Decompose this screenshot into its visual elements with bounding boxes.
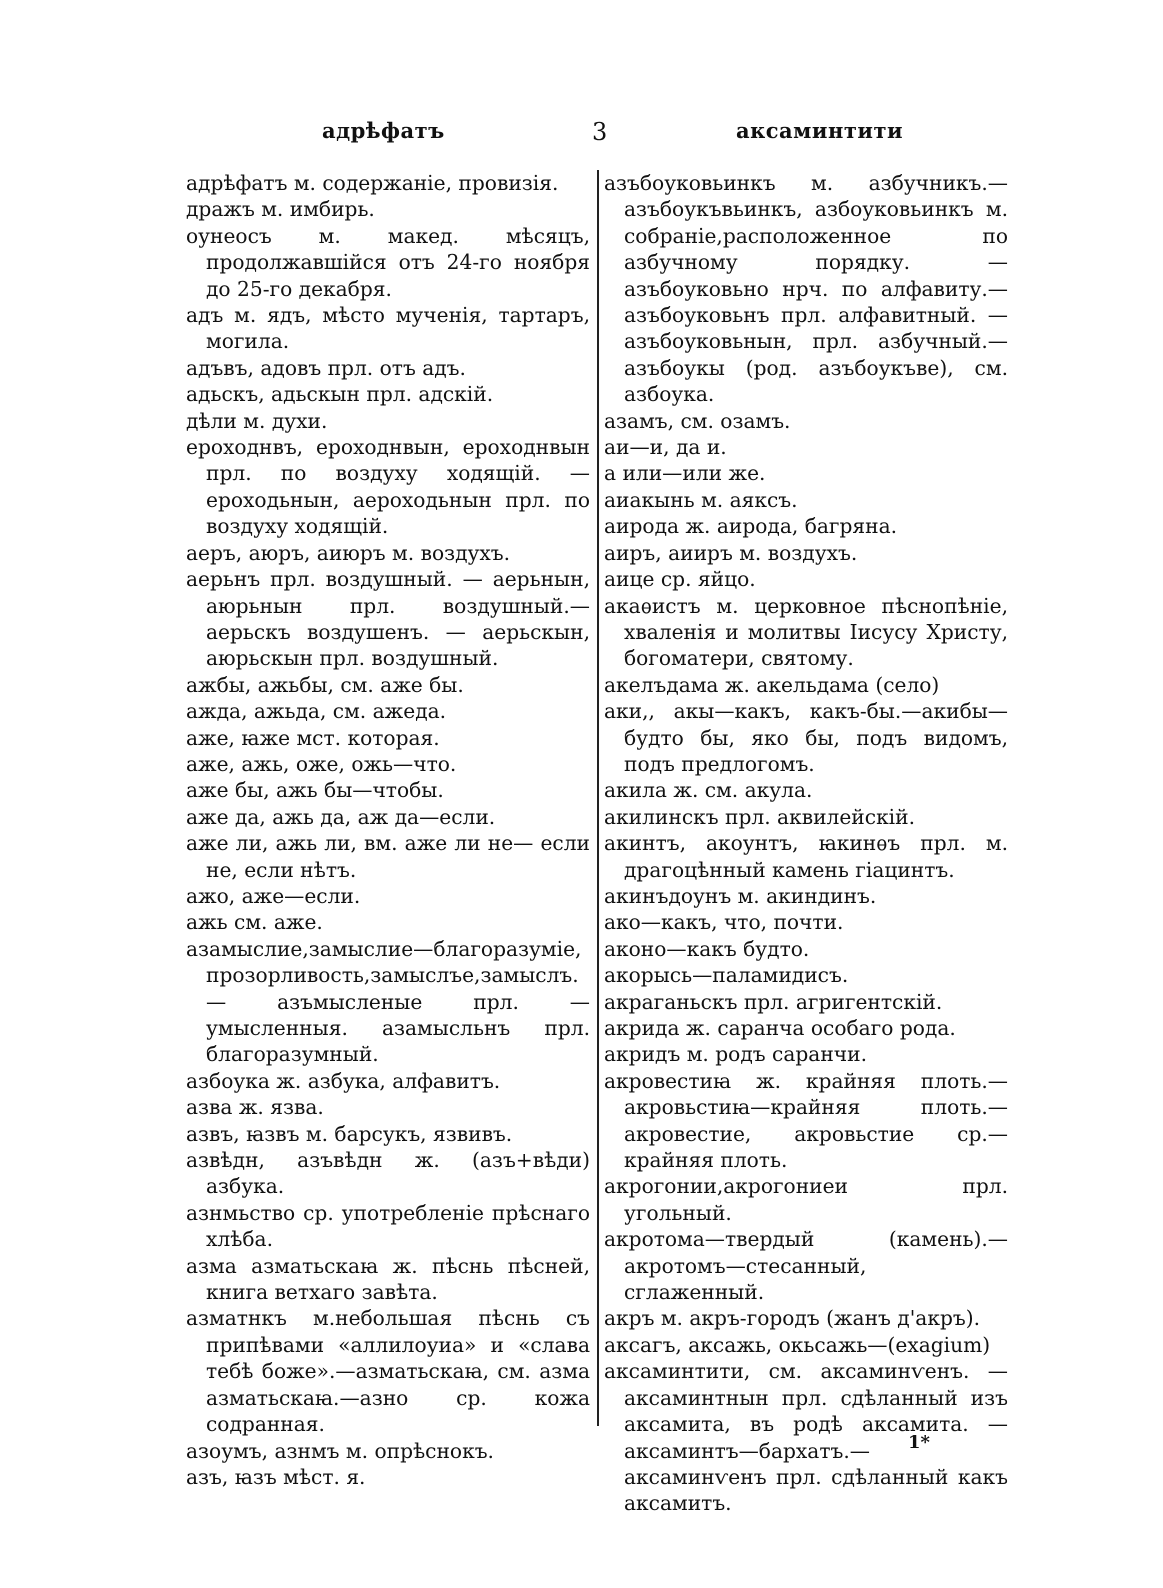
dictionary-entry: акровестиꙗ ж. крайняя плоть.—акровьстиꙗ—крайняя плоть.—акровестие, акровьстие ср.—крайняя плоть.	[604, 1068, 1008, 1173]
dictionary-entry: ажь см. аже.	[186, 910, 323, 935]
dictionary-entry: акридъ м. родъ саранчи.	[604, 1042, 867, 1067]
dictionary-entry: ероходнвъ, ероходнвын, ероходнвын прл. по воздуху ходящій. — ероходьнын, аероходьнын прл. по воздуху ходящій.	[186, 435, 590, 539]
dictionary-entry: акаѳистъ м. церковное пѣснопѣніе, хваленія и молитвы Іисусу Христу, богоматери, святому.	[604, 593, 1008, 671]
dictionary-entry: аиръ, аииръ м. воздухъ.	[604, 540, 858, 565]
dictionary-entry: аже, ажь, оже, ожь—что.	[186, 751, 457, 776]
page-number: 3	[592, 118, 608, 146]
dictionary-entry: ажда, ажьда, см. ажеда.	[186, 699, 447, 724]
dictionary-entry: азвѣдн, азъвѣдн ж. (азъ+вѣди) азбука.	[186, 1148, 590, 1199]
dictionary-entry: азамъ, см. озамъ.	[604, 408, 791, 433]
right-column	[604, 170, 1008, 1517]
dictionary-entry: акрогонии,акрогониеи прл. угольный.	[604, 1174, 1008, 1225]
dictionary-entry: аже, ꙗже мст. которая.	[186, 725, 440, 750]
dictionary-entry: азнмьство ср. употребленіе прѣснаго хлѣба.	[186, 1200, 590, 1252]
dictionary-entry: акрида ж. саранча особаго рода.	[604, 1016, 956, 1040]
dictionary-entry: аже ли, ажь ли, вм. аже ли не— если не, если нѣтъ.	[186, 831, 590, 882]
dictionary-entry: азъ, ꙗзъ мѣст. я.	[186, 1464, 366, 1489]
dictionary-entry: адьскъ, адьскын прл. адскій.	[186, 382, 494, 407]
dictionary-entry: аице ср. яйцо.	[604, 567, 756, 592]
dictionary-entry: дражъ м. имбирь.	[186, 197, 375, 222]
dictionary-entry: аксагъ, аксажь, окьсажь—(exagium)	[604, 1332, 991, 1357]
dictionary-entry: аже да, ажь да, аж да—если.	[186, 804, 496, 829]
dictionary-entry: акръ м. акръ-городъ (жанъ д'акръ).	[604, 1306, 981, 1331]
dictionary-entry: аеръ, аюръ, аиюръ м. воздухъ.	[186, 540, 511, 565]
dictionary-entry: дѣли м. духи.	[186, 408, 328, 433]
dictionary-entry: азъбоуковьинкъ м. азбучникъ.—азъбоукъвьинкъ, азбоуковьинкъ м. собраніе,расположенное по азбучному порядку. — азъбоуковьно нрч. по алфавиту.—азъбоуковьнъ прл. алфавитный. — азъбоуковьнын, прл. азбучный.—азъбоукы (род. азъбоукъве), см. азбоукa.	[604, 171, 1008, 407]
dictionary-entry: азбоука ж. азбука, алфавитъ.	[186, 1068, 501, 1093]
dictionary-entry: азвъ, ꙗзвъ м. барсукъ, язвивъ.	[186, 1121, 513, 1146]
dictionary-entry: аиакынь м. аяксъ.	[604, 487, 798, 512]
dictionary-entry: аже бы, ажь бы—чтобы.	[186, 778, 444, 803]
dictionary-entry: акраганьскъ прл. агригентскій.	[604, 989, 943, 1014]
dictionary-entry: акинтъ, акоунтъ, ꙗкинѳъ прл. м. драгоцѣнный камень гіацинтъ.	[604, 831, 1008, 882]
dictionary-entry: акелъдама ж. акельдама (село)	[604, 672, 940, 697]
column-divider	[597, 170, 599, 1426]
dictionary-entry: акила ж. см. акула.	[604, 778, 813, 803]
signature-mark: 1*	[908, 1432, 930, 1453]
dictionary-entry: аи—и, да и.	[604, 435, 727, 460]
page-header	[0, 118, 1163, 154]
dictionary-entry: акилинскъ прл. аквилейскій.	[604, 804, 916, 829]
dictionary-entry: акорысь—паламидисъ.	[604, 963, 849, 988]
dictionary-entry: азва ж. язва.	[186, 1095, 324, 1120]
dictionary-entry: акинъдоунъ м. акиндинъ.	[604, 883, 877, 908]
dictionary-entry: а или—или же.	[604, 461, 766, 486]
dictionary-entry: адъ м. ядъ, мѣсто мученія, тартаръ, могила.	[186, 303, 590, 354]
header-left-guide-word: адрѣфатъ	[322, 118, 445, 143]
dictionary-entry: адъвъ, адовъ прл. отъ адъ.	[186, 355, 466, 380]
dictionary-entry: азма азматьскаꙗ ж. пѣснь пѣсней, книга ветхаго завѣта.	[186, 1253, 590, 1305]
dictionary-entry: аконо—какъ будто.	[604, 936, 810, 961]
dictionary-entry: ажо, аже—если.	[186, 883, 361, 908]
dictionary-entry: акротома—твердый (камень).—акротомъ—стесанный, сглаженный.	[604, 1227, 1008, 1305]
dictionary-entry: адрѣфатъ м. содержаніе, провизія.	[186, 171, 559, 195]
dictionary-entry: азматнкъ м.небольшая пѣснь съ припѣвами «аллилоуиа» и «слава тебѣ боже».—азматьскаꙗ, см. азма азматьскаꙗ.—азно ср. кожа содранная.	[186, 1306, 590, 1437]
dictionary-entry: аксаминтити, см. аксаминѵенъ. —аксаминтнын прл. сдѣланный изъ аксамита, въ родѣ аксамита. — аксаминтъ—бархатъ.— аксаминѵенъ прл. сдѣланный какъ аксамитъ.	[604, 1359, 1008, 1516]
dictionary-entry: аерьнъ прл. воздушный. — аерьнын, аюрьнын прл. воздушный.—аерьскъ воздушенъ. — аерьскын, аюрьскын прл. воздушный.	[186, 567, 590, 671]
left-column	[186, 170, 590, 1490]
dictionary-entry: азоумъ, азнмъ м. опрѣснокъ.	[186, 1438, 494, 1463]
dictionary-entry: аирода ж. аирода, багряна.	[604, 514, 898, 539]
dictionary-entry: ажбы, ажьбы, см. аже бы.	[186, 672, 464, 697]
dictionary-entry: оунеосъ м. макед. мѣсяцъ, продолжавшійся отъ 24-го ноября до 25-го декабря.	[186, 223, 590, 301]
header-right-guide-word: аксаминтити	[736, 118, 904, 143]
dictionary-entry: азамыслие,замыслие—благоразуміе, прозорливость,замыслъе,замыслъ.— азъмысленые прл. — умысленныя. азамысльнъ прл. благоразумный.	[186, 936, 590, 1067]
dictionary-entry: ако—какъ, что, почти.	[604, 910, 844, 935]
dictionary-entry: аки,, акы—какъ, какъ-бы.—акибы— будто бы, яко бы, подъ видомъ, подъ предлогомъ.	[604, 699, 1008, 776]
